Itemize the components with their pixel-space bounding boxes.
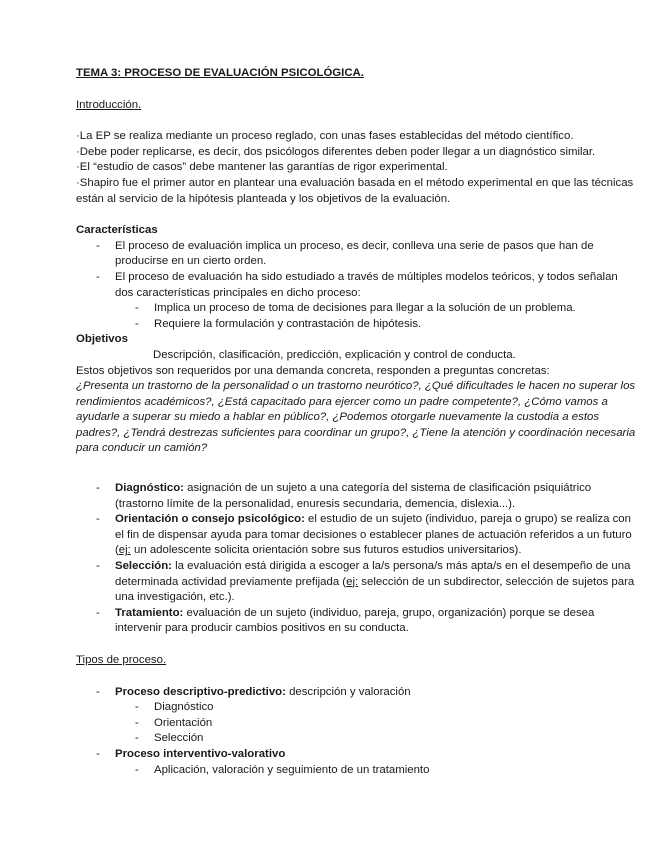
list-subitem-text: Aplicación, valoración y seguimiento de un tratamiento (154, 763, 430, 776)
desc-seleccion: la evaluación está dirigida a escoger a la/s persona/s más apta/s en el desempeño de una determinada actividad previamente prefijada ( (115, 560, 631, 588)
list-subitem (115, 716, 636, 732)
list-item (76, 747, 636, 778)
desc-orientacion: el estudio de un sujeto (individuo, pareja o grupo) se realiza con el fin de dispensar ayuda para tomar decisiones o establecer planes de actuación referidos a un futuro ( (115, 513, 632, 557)
document-title: TEMA 3: PROCESO DE EVALUACIÓN PSICOLÓGICA. (76, 67, 364, 79)
desc-tratamiento: evaluación de un sujeto (individuo, pareja, grupo, organización) porque se desea intervenir para producir cambios positivos en su conducta. (115, 606, 595, 635)
term-descriptivo: Proceso descriptivo-predictivo: (115, 685, 286, 698)
intro-line: ·El “estudio de casos” debe mantener las garantías de rigor experimental. (76, 161, 448, 174)
list-subitem (115, 317, 636, 333)
list-subitem-text: Orientación (154, 716, 213, 729)
list-item-text: El proceso de evaluación implica un proceso, es decir, conlleva una serie de pasos que han de producirse en un cierto orden. (115, 239, 594, 268)
list-item (76, 685, 636, 747)
term-tratamiento: Tratamiento: (115, 606, 184, 619)
finalidades-list (76, 481, 636, 637)
list-item (76, 606, 636, 637)
list-dash: - (135, 732, 139, 745)
objetivos-questions: ¿Presenta un trastorno de la personalidad o un trastorno neurótico?, ¿Qué dificultades le hacen no superar los rendimientos académicos?, ¿Está capacitado para ejercer como un padre competente?, ¿Cómo vamos a ayudarle a superar su miedo a hablar en público?, ¿Podemos otorgarle nuevamente la custodia a estos padres?, ¿Tendrá destrezas suficientes para coordinar un grupo?, ¿Tiene la atención y coordinación necesaria para conducir un camión? (76, 380, 636, 455)
tipos-sublist (115, 700, 636, 747)
list-item (76, 481, 636, 512)
list-item (76, 239, 636, 270)
intro-heading: Introducción. (76, 98, 142, 111)
list-dash: - (135, 701, 139, 714)
intro-line: ·Shapiro fue el primer autor en plantear una evaluación basada en el método experimental en que las técnicas están al servicio de la hipótesis planteada y los objetivos de la evaluación. (76, 176, 634, 205)
list-subitem (115, 763, 636, 779)
objetivos-heading: Objetivos (76, 333, 128, 346)
list-dash: - (96, 747, 100, 760)
desc-orientacion-cont: un adolescente solicita orientación sobre sus futuros estudios universitarios). (130, 544, 522, 557)
term-interventivo: Proceso interventivo-valorativo (115, 747, 286, 760)
list-subitem (115, 731, 636, 747)
list-dash: - (135, 763, 139, 776)
list-subitem (115, 301, 636, 317)
tipos-heading: Tipos de proceso. (76, 654, 167, 666)
intro-line: ·Debe poder replicarse, es decir, dos psicólogos diferentes deben poder llegar a un diagnóstico similar. (76, 145, 596, 158)
list-item-text: El proceso de evaluación ha sido estudiado a través de múltiples modelos teóricos, y todos señalan dos características principales en dicho proceso: (115, 270, 618, 299)
list-item (76, 270, 636, 332)
ej-label: ej: (118, 544, 131, 557)
list-subitem (115, 700, 636, 716)
list-dash: - (96, 482, 100, 495)
caracteristicas-heading: Características (76, 224, 158, 237)
objetivos-intro: Estos objetivos son requeridos por una demanda concreta, responden a preguntas concretas: (76, 364, 550, 377)
desc-descriptivo: descripción y valoración (285, 685, 411, 698)
term-diagnostico: Diagnóstico: (115, 482, 184, 495)
ej-label: ej: (346, 575, 359, 588)
list-subitem-text: Implica un proceso de toma de decisiones para llegar a la solución de un problema. (154, 302, 576, 315)
list-dash: - (135, 302, 139, 315)
objetivos-summary: Descripción, clasificación, predicción, explicación y control de conducta. (153, 348, 516, 361)
intro-line: ·La EP se realiza mediante un proceso reglado, con unas fases establecidas del método científico. (76, 130, 574, 143)
list-dash: - (135, 317, 139, 330)
list-dash: - (96, 685, 100, 698)
list-dash: - (96, 606, 100, 619)
list-item (76, 512, 636, 559)
term-seleccion: Selección: (115, 560, 172, 573)
term-orientacion: Orientación o consejo psicológico: (115, 513, 305, 526)
tipos-sublist-2 (115, 763, 636, 779)
list-subitem-text: Diagnóstico (154, 701, 214, 714)
list-subitem-text: Requiere la formulación y contrastación de hipótesis. (154, 317, 422, 330)
list-dash: - (96, 270, 100, 283)
list-dash: - (96, 560, 100, 573)
caracteristicas-list (76, 239, 636, 333)
caracteristicas-sublist (115, 301, 636, 332)
desc-diagnostico: asignación de un sujeto a una categoría del sistema de clasificación psiquiátrico (trastorno límite de la personalidad, enuresis secundaria, demencia, dislexia...). (115, 482, 592, 510)
document-content (76, 66, 636, 778)
list-subitem-text: Selección (154, 732, 204, 745)
desc-seleccion-cont: selección de un subdirector, selección de sujetos para una investigación, etc.). (115, 575, 635, 604)
list-dash: - (135, 716, 139, 729)
list-dash: - (96, 239, 100, 252)
list-item (76, 559, 636, 606)
tipos-list (76, 685, 636, 779)
list-dash: - (96, 513, 100, 526)
